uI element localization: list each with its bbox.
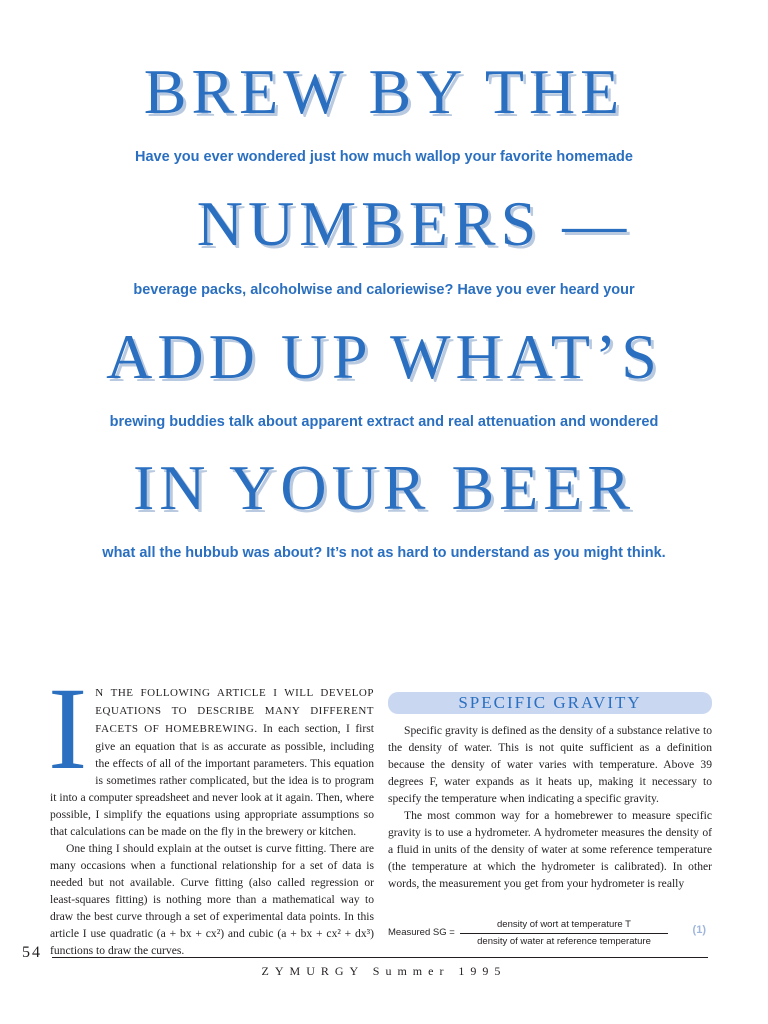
equation-measured-sg [388,918,710,954]
footer-rule [52,957,708,958]
specific-gravity-paragraph-1: Specific gravity is defined as the density of a substance relative to the density of water. This is not quite sufficient as a definition because the density of water varies with temperature. Above 39 degrees F, water expands as it heats up, making it necessary to specify the temperature when indicating a specific gravity. [388,724,712,805]
deck-line-4: what all the hubbub was about? It’s not as hard to understand as you might think. [102,545,666,561]
specific-gravity-paragraph-2: The most common way for a homebrewer to measure specific gravity is to use a hydrometer. A hydrometer measures the density of a fluid in units of the density of water at some reference temperature (the temperature at which the hydrometer is calibrated). In other words, the measurement you get from your hydrometer is really [388,809,712,890]
equation-number: (1) [692,924,706,936]
intro-paragraph [48,663,374,840]
headline-line-2: NUMBERS — [196,188,632,259]
equation-denominator: density of water at reference temperature [477,936,651,947]
headline-line-4: IN YOUR BEER [132,452,636,523]
section-heading-specific-gravity: SPECIFIC GRAVITY [388,692,712,714]
headline-line-1: BREW BY THE [143,56,625,127]
lead-in: N THE FOLLOWING ARTICLE I WILL DEVELOP EQUATIONS TO DESCRIBE MANY DIFFERENT FACETS OF HOMEBREWING. [95,687,374,735]
deck-line-3: brewing buddies talk about apparent extract and real attenuation and wondered [109,414,659,430]
article-left-column [48,663,374,959]
equation-lhs: Measured SG = [388,927,455,938]
headline-line-3: ADD UP WHAT’S [106,321,662,392]
equation-numerator: density of wort at temperature T [497,919,631,930]
running-footer: ZYMURGY Summer 1995 [261,964,507,978]
intro-paragraph-rest: In each section, I first give an equation that is as accurate as possible, including the effects of all of the important parameters. This equation is sometimes rather complicated, but the idea is to program it into a computer spreadsheet and never look at it again. Then, where possible, I simplify the equations using appropriate assumptions so that calculations can be made on the fly in the brewery or kitchen. [50,722,374,838]
article-right-column [388,688,712,892]
page-number: 54 [22,944,42,961]
curve-fitting-paragraph: One thing I should explain at the outset is curve fitting. There are many occasions when a functional relationship for a set of data is needed but not available. Curve fitting (also called regression or least-squares fitting) is nothing more than a mathematical way to draw the best curve through a set of experimental data points. In this article I use quadratic (a + bx + cx²) and cubic (a + bx + cx² + dx³) functions to draw the curves. [50,842,374,957]
drop-cap: I [48,663,88,794]
deck-line-1: Have you ever wondered just how much wallop your favorite homemade [135,149,633,165]
deck-line-2: beverage packs, alcoholwise and caloriewise? Have you ever heard your [133,282,635,298]
fraction-bar [460,933,668,934]
